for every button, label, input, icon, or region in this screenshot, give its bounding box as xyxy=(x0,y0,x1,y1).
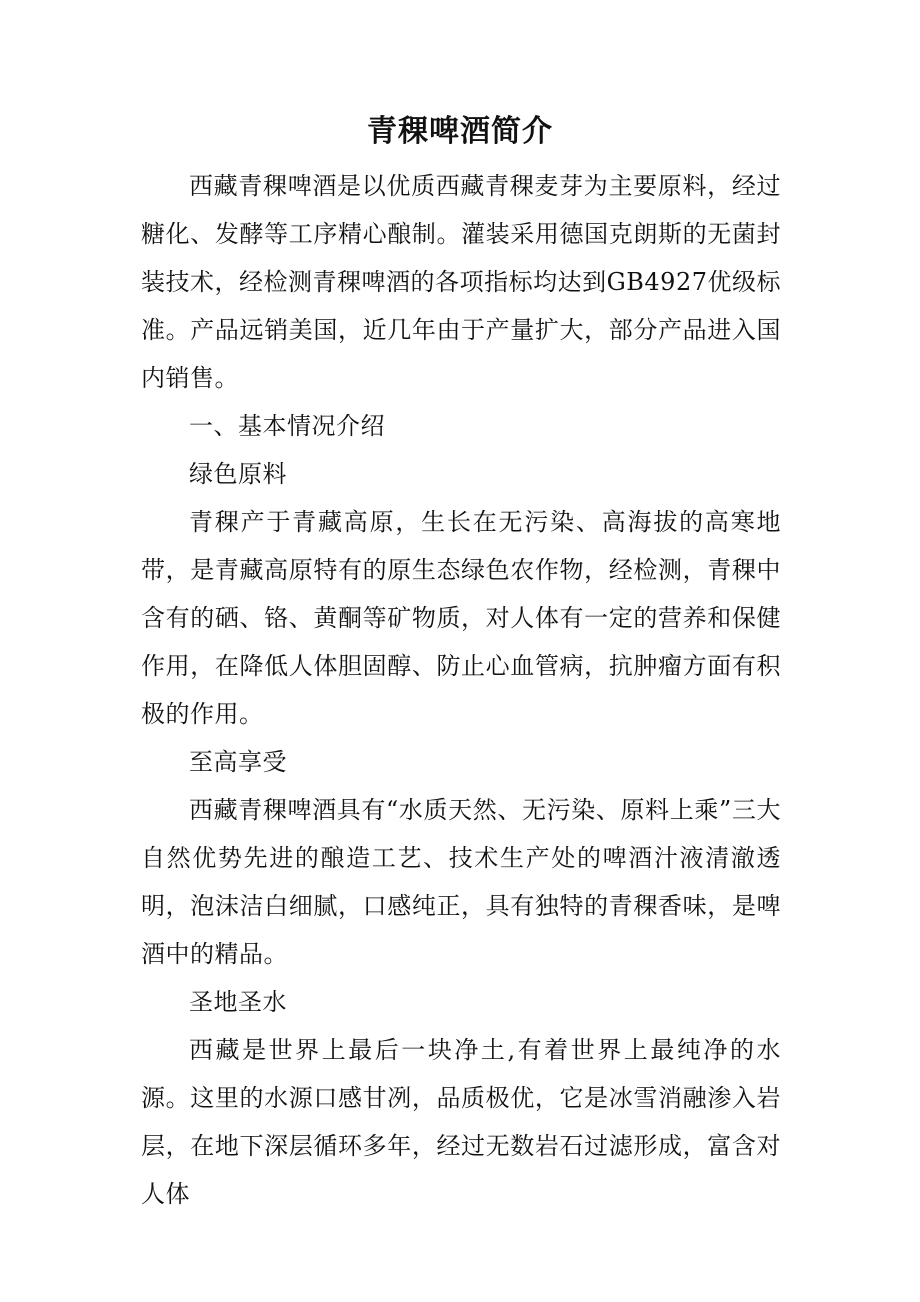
document-title: 青稞啤酒简介 xyxy=(367,114,553,149)
section-heading-basic-info: 一、基本情况介绍 xyxy=(189,412,385,440)
subsection-paragraph-holy-water: 西藏是世界上最后一块净土,有着世界上最纯净的水源。这里的水源口感甘冽，品质极优，它是冰雪消融渗入岩层，在地下深层循环多年，经过无数岩石过滤形成，富含对人体 xyxy=(141,1036,781,1208)
intro-paragraph: 西藏青稞啤酒是以优质西藏青稞麦芽为主要原料，经过糖化、发酵等工序精心酿制。灌装采用德国克朗斯的无菌封装技术，经检测青稞啤酒的各项指标均达到GB4927优级标准。产品远销美国，近几年由于产量扩大，部分产品进入国内销售。 xyxy=(141,172,781,392)
subsection-heading-green-material: 绿色原料 xyxy=(189,460,287,488)
subsection-paragraph-green-material: 青稞产于青藏高原，生长在无污染、高海拔的高寒地带，是青藏高原特有的原生态绿色农作物，经检测，青稞中含有的硒、铬、黄酮等矿物质，对人体有一定的营养和保健作用，在降低人体胆固醇、防止心血管病，抗肿瘤方面有积极的作用。 xyxy=(141,508,781,728)
subsection-heading-holy-water: 圣地圣水 xyxy=(189,988,287,1016)
document-body xyxy=(141,162,781,1218)
subsection-heading-enjoyment: 至高享受 xyxy=(189,748,287,776)
subsection-paragraph-enjoyment: 西藏青稞啤酒具有“水质天然、无污染、原料上乘”三大自然优势先进的酿造工艺、技术生产处的啤酒汁液清澈透明，泡沫洁白细腻，口感纯正，具有独特的青稞香味，是啤酒中的精品。 xyxy=(141,796,781,968)
